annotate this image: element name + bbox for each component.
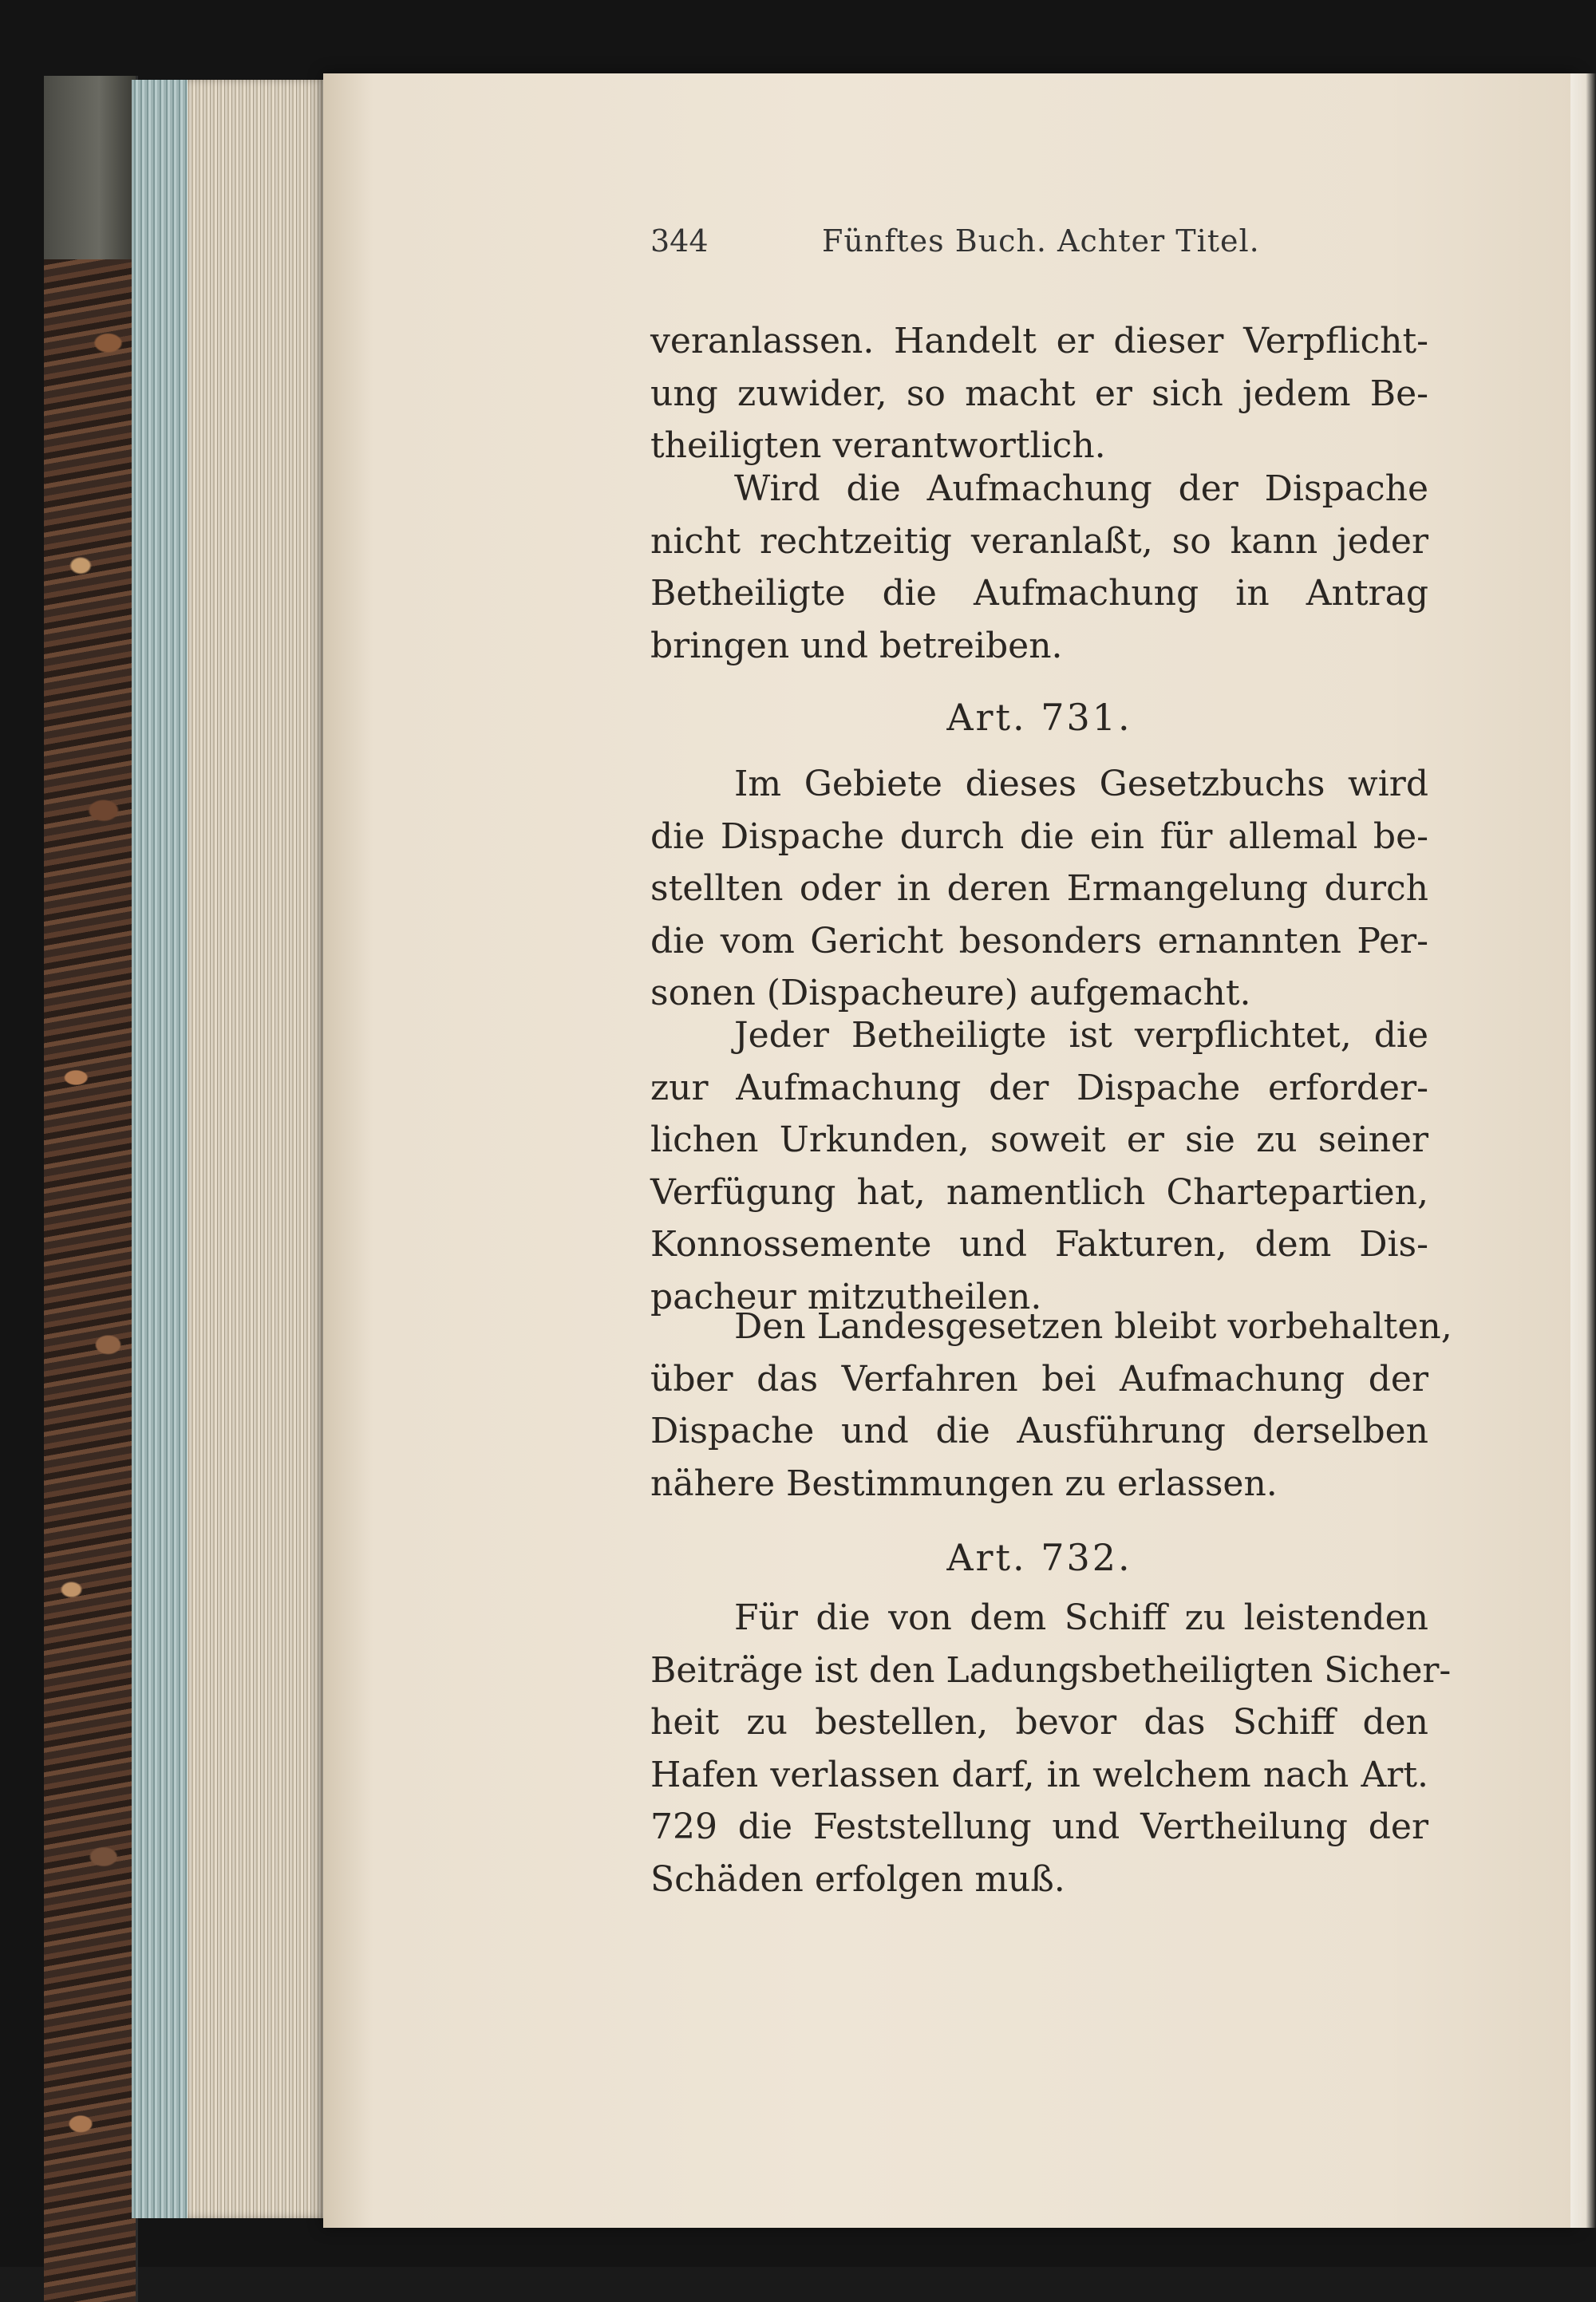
running-head-title: Fünftes Buch. Achter Titel. bbox=[822, 223, 1260, 259]
text-line: nähere Bestimmungen zu erlassen. bbox=[650, 1463, 1278, 1504]
text-line: über das Verfahren bei Aufmachung der bbox=[650, 1358, 1428, 1400]
marbled-cover bbox=[44, 76, 138, 2302]
text-line: Dispache und die Ausführung derselben bbox=[650, 1411, 1428, 1451]
text-line: sonen (Dispacheure) aufgemacht. bbox=[650, 973, 1251, 1013]
text-line: veranlassen. Handelt er dieser Verpflicht- bbox=[650, 321, 1428, 361]
text-line: stellten oder in deren Ermangelung durch bbox=[650, 868, 1428, 909]
text-line: bringen und betreiben. bbox=[650, 625, 1063, 666]
article-heading-732: Art. 732. bbox=[946, 1536, 1132, 1579]
text-line: Für die von dem Schiff zu leistenden bbox=[734, 1597, 1428, 1638]
text-line: Schäden erfolgen muß. bbox=[650, 1858, 1065, 1900]
paragraph-5 bbox=[650, 1301, 1452, 1510]
text-line: Konnossemente und Fakturen, dem Dis- bbox=[650, 1224, 1428, 1265]
text-line: Im Gebiete dieses Gesetzbuchs wird bbox=[734, 764, 1428, 804]
text-line: theiligten verantwortlich. bbox=[650, 425, 1106, 466]
text-line: Hafen verlassen darf, in welchem nach Art. bbox=[650, 1754, 1428, 1795]
text-line: Jeder Betheiligte ist verpflichtet, die bbox=[734, 1015, 1428, 1056]
text-line: Verfügung hat, namentlich Chartepartien, bbox=[650, 1171, 1428, 1213]
text-line: zur Aufmachung der Dispache erforder- bbox=[650, 1067, 1428, 1108]
text-line: nicht rechtzeitig veranlaßt, so kann jeder bbox=[650, 520, 1428, 562]
cover-spine bbox=[44, 76, 136, 259]
paragraph-1 bbox=[650, 315, 1428, 472]
text-line: Den Landesgesetzen bleibt vorbehalten, bbox=[734, 1306, 1452, 1347]
paragraph-3 bbox=[650, 758, 1428, 1020]
text-line: pacheur mitzutheilen. bbox=[650, 1276, 1042, 1317]
page-number: 344 bbox=[650, 223, 709, 259]
facing-page-edge bbox=[1570, 73, 1596, 2228]
text-line: die Dispache durch die ein für allemal be- bbox=[650, 815, 1428, 857]
text-line: heit zu bestellen, bevor das Schiff den bbox=[650, 1702, 1428, 1743]
text-line: ung zuwider, so macht er sich jedem Be- bbox=[650, 373, 1428, 414]
running-head bbox=[650, 223, 1273, 279]
article-heading-731: Art. 731. bbox=[946, 696, 1132, 739]
paragraph-2 bbox=[650, 463, 1428, 672]
text-line: Betheiligte die Aufmachung in Antrag bbox=[650, 573, 1428, 614]
paragraph-6 bbox=[650, 1592, 1452, 1905]
paragraph-4 bbox=[650, 1009, 1428, 1323]
text-line: lichen Urkunden, soweit er sie zu seiner bbox=[650, 1119, 1428, 1160]
page-edges bbox=[132, 80, 327, 2218]
text-line: die vom Gericht besonders ernannten Per- bbox=[650, 920, 1428, 961]
text-line: Beiträge ist den Ladungsbetheiligten Sicher- bbox=[650, 1649, 1452, 1691]
text-line: Wird die Aufmachung der Dispache bbox=[734, 468, 1428, 509]
text-line: 729 die Feststellung und Vertheilung der bbox=[650, 1806, 1428, 1847]
